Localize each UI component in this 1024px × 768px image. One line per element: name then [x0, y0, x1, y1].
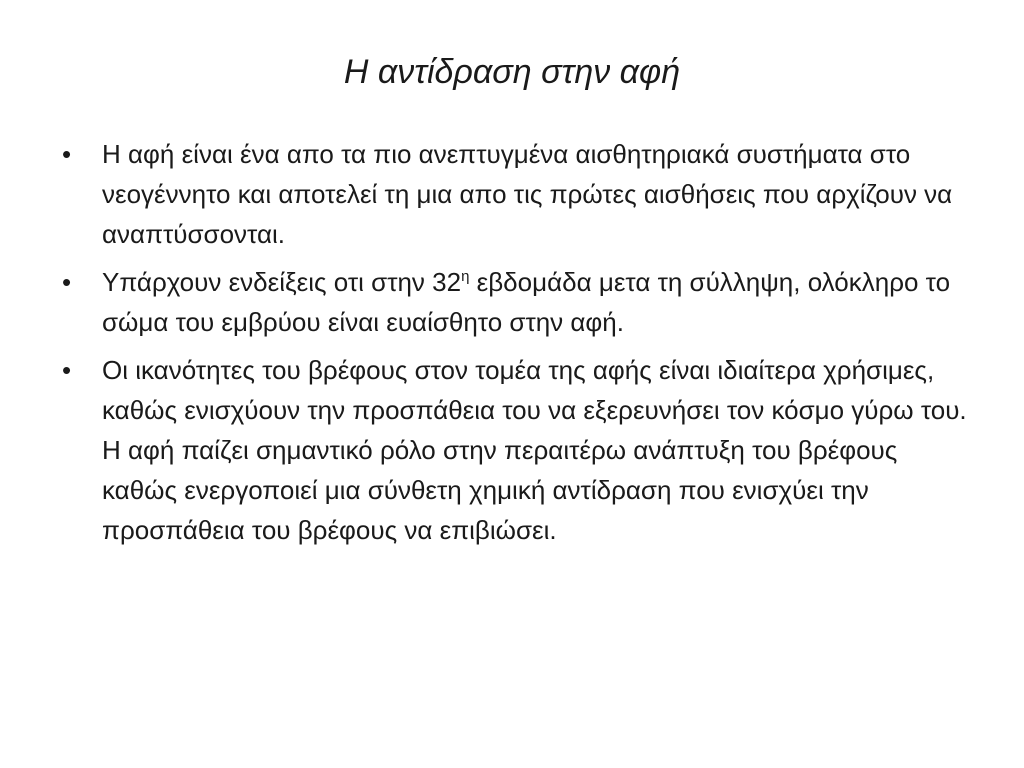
bullet-icon: •	[62, 139, 72, 169]
bullet-item	[60, 134, 970, 254]
bullet-text: Η αφή είναι ένα απο τα πιο ανεπτυγμένα αισθητηριακά συστήματα στο νεογέννητο και αποτελεί τη μια απο τις πρώτες αισθήσεις που αρχίζουν να αναπτύσσονται.	[102, 139, 953, 249]
bullet-icon: •	[62, 267, 72, 297]
bullet-list	[60, 134, 970, 558]
slide-title: Η αντίδραση στην αφή	[343, 53, 681, 91]
bullet-item	[60, 350, 970, 550]
bullet-icon: •	[62, 355, 72, 385]
bullet-text-part: εβδομάδα μετα τη σύλληψη, ολόκληρο το σώμα του εμβρύου είναι ευαίσθητο στην αφή.	[102, 267, 951, 337]
bullet-item	[60, 262, 970, 342]
superscript: η	[461, 268, 470, 285]
bullet-text: Οι ικανότητες του βρέφους στον τομέα της αφής είναι ιδιαίτερα χρήσιμες, καθώς ενισχύουν την προσπάθεια του να εξερευνήσει τον κόσμο γύρω του. Η αφή παίζει σημαντικό ρόλο στην περαιτέρω ανάπτυξη του βρέφους καθώς ενεργοποιεί μια σύνθετη χημική αντίδραση που ενισχύει την προσπάθεια του βρέφους να επιβιώσει.	[102, 355, 967, 545]
bullet-text-part: Υπάρχουν ενδείξεις οτι στην 32	[102, 267, 462, 297]
